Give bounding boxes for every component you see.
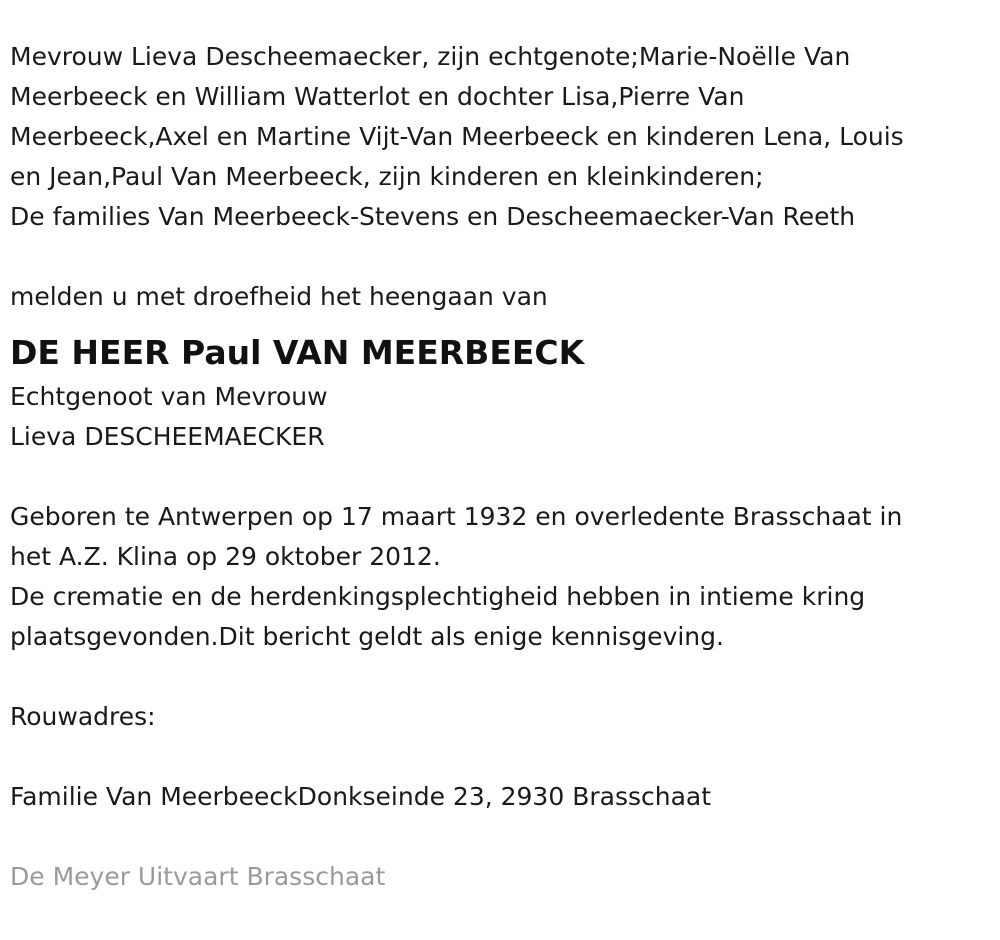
family-line: De families Van Meerbeeck-Stevens en Descheemaecker-Van Reeth (10, 202, 856, 231)
details-line: plaatsgevonden.Dit bericht geldt als enige kennisgeving. (10, 622, 724, 651)
family-line: Meerbeeck en William Watterlot en dochter Lisa,Pierre Van (10, 82, 745, 111)
details-line: De crematie en de herdenkingsplechtigheid hebben in intieme kring (10, 582, 866, 611)
details-block (10, 497, 990, 657)
announcement-text: melden u met droefheid het heengaan van (10, 282, 548, 311)
details-line: Geboren te Antwerpen op 17 maart 1932 en overledente Brasschaat in (10, 502, 903, 531)
family-list (10, 37, 990, 237)
spacer (10, 817, 990, 857)
family-line: Mevrouw Lieva Descheemaecker, zijn echtgenote;Marie-Noëlle Van (10, 42, 851, 71)
family-line: en Jean,Paul Van Meerbeeck, zijn kinderen en kleinkinderen; (10, 162, 764, 191)
spouse-line: Echtgenoot van Mevrouw (10, 382, 328, 411)
spacer (10, 457, 990, 497)
spouse-name: Lieva DESCHEEMAECKER (10, 422, 325, 451)
address-label: Rouwadres: (10, 702, 156, 731)
spacer (10, 237, 990, 277)
spacer (10, 737, 990, 777)
details-line: het A.Z. Klina op 29 oktober 2012. (10, 542, 441, 571)
funeral-home-name: De Meyer Uitvaart Brasschaat (10, 862, 386, 891)
family-line: Meerbeeck,Axel en Martine Vijt-Van Meerbeeck en kinderen Lena, Louis (10, 122, 904, 151)
address-value: Familie Van MeerbeeckDonkseinde 23, 2930 Brasschaat (10, 782, 712, 811)
spacer (10, 657, 990, 697)
deceased-name: DE HEER Paul VAN MEERBEECK (10, 333, 585, 372)
